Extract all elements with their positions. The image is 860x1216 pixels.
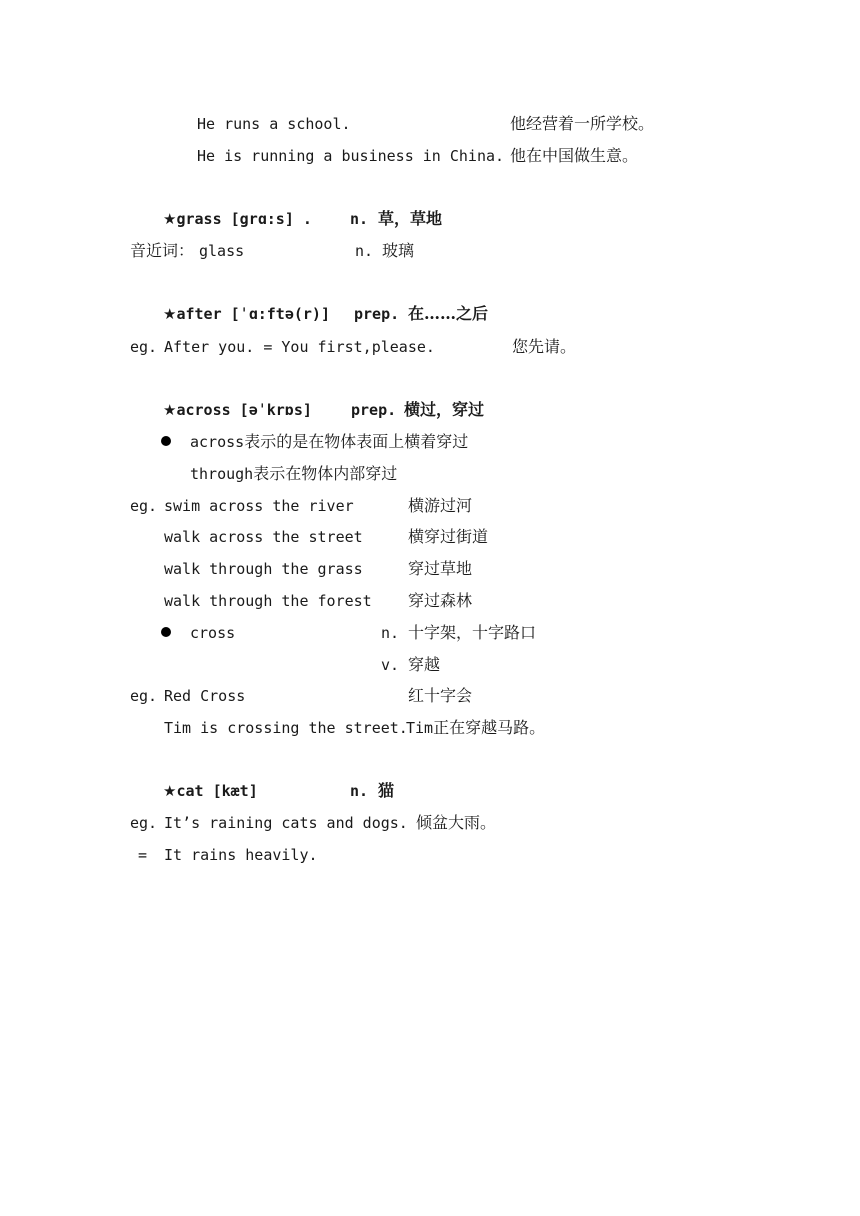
bullet-icon	[161, 436, 171, 446]
note-text: 表示在物体内部穿过	[253, 464, 398, 483]
meaning: 猫	[378, 781, 395, 800]
headword: across [əˈkrɒs]	[176, 401, 312, 419]
headword: grass [grɑ:s] .	[176, 210, 312, 228]
star-icon: ★	[163, 401, 177, 419]
meaning: 在……之后	[408, 304, 489, 323]
star-icon: ★	[163, 305, 177, 323]
star-icon: ★	[163, 782, 177, 800]
part-of-speech: v.	[381, 656, 400, 674]
example-english: He runs a school.	[197, 115, 351, 133]
part-of-speech: prep.	[351, 401, 397, 419]
example-translation: 正在穿越马路。	[433, 718, 546, 737]
meaning: 草，草地	[378, 209, 443, 228]
equals-sign: =	[138, 846, 148, 864]
meaning: 穿越	[408, 655, 441, 674]
example-chinese: 倾盆大雨。	[416, 813, 497, 832]
example-subject: Tim	[406, 719, 434, 737]
example-english: swim across the river	[164, 497, 354, 515]
note-line	[190, 432, 468, 452]
note-text: 表示的是在物体表面上横着穿过	[244, 432, 469, 451]
headword: cross	[190, 624, 236, 642]
eg-label: eg.	[130, 814, 158, 832]
part-of-speech: n.	[350, 782, 378, 800]
bullet-icon	[161, 627, 171, 637]
example-chinese: 您先请。	[512, 337, 577, 356]
example-english: Red Cross	[164, 687, 246, 705]
example-chinese: 横穿过街道	[408, 527, 489, 546]
meaning: 十字架，十字路口	[408, 623, 537, 642]
example-chinese	[406, 718, 545, 738]
note-word: through	[190, 465, 254, 483]
headword: after [ˈɑ:ftə(r)]	[176, 305, 330, 323]
example-english: walk across the street	[164, 528, 363, 546]
example-english: After you. = You first,please.	[164, 338, 435, 356]
similar-label: 音近词：	[130, 241, 195, 260]
example-english: He is running a business in China.	[197, 147, 505, 165]
example-english: Tim is crossing the street.	[164, 719, 408, 737]
note-word: across	[190, 433, 245, 451]
example-english: It rains heavily.	[164, 846, 318, 864]
example-english: walk through the forest	[164, 592, 372, 610]
note-line	[190, 464, 397, 484]
eg-label: eg.	[130, 687, 158, 705]
example-chinese: 他在中国做生意。	[510, 146, 639, 165]
meaning: 横过，穿过	[404, 400, 485, 419]
example-chinese: 他经营着一所学校。	[510, 114, 655, 133]
entry-heading-cat	[163, 781, 258, 801]
part-of-speech: n.	[350, 210, 378, 228]
star-icon: ★	[163, 210, 177, 228]
example-chinese: 横游过河	[408, 496, 473, 515]
entry-heading-after	[163, 304, 330, 324]
entry-heading-grass	[163, 209, 312, 229]
part-of-speech: prep.	[354, 305, 400, 323]
example-chinese: 穿过森林	[408, 591, 473, 610]
entry-heading-across	[163, 400, 312, 420]
meaning: 玻璃	[382, 241, 415, 260]
example-chinese: 红十字会	[408, 686, 473, 705]
headword: cat [kæt]	[176, 782, 258, 800]
eg-label: eg.	[130, 497, 158, 515]
part-of-speech: n.	[381, 624, 400, 642]
eg-label: eg.	[130, 338, 158, 356]
example-chinese: 穿过草地	[408, 559, 473, 578]
example-english: walk through the grass	[164, 560, 363, 578]
example-english: It’s raining cats and dogs.	[164, 814, 408, 832]
similar-word: glass	[199, 242, 245, 260]
part-of-speech: n.	[355, 242, 374, 260]
